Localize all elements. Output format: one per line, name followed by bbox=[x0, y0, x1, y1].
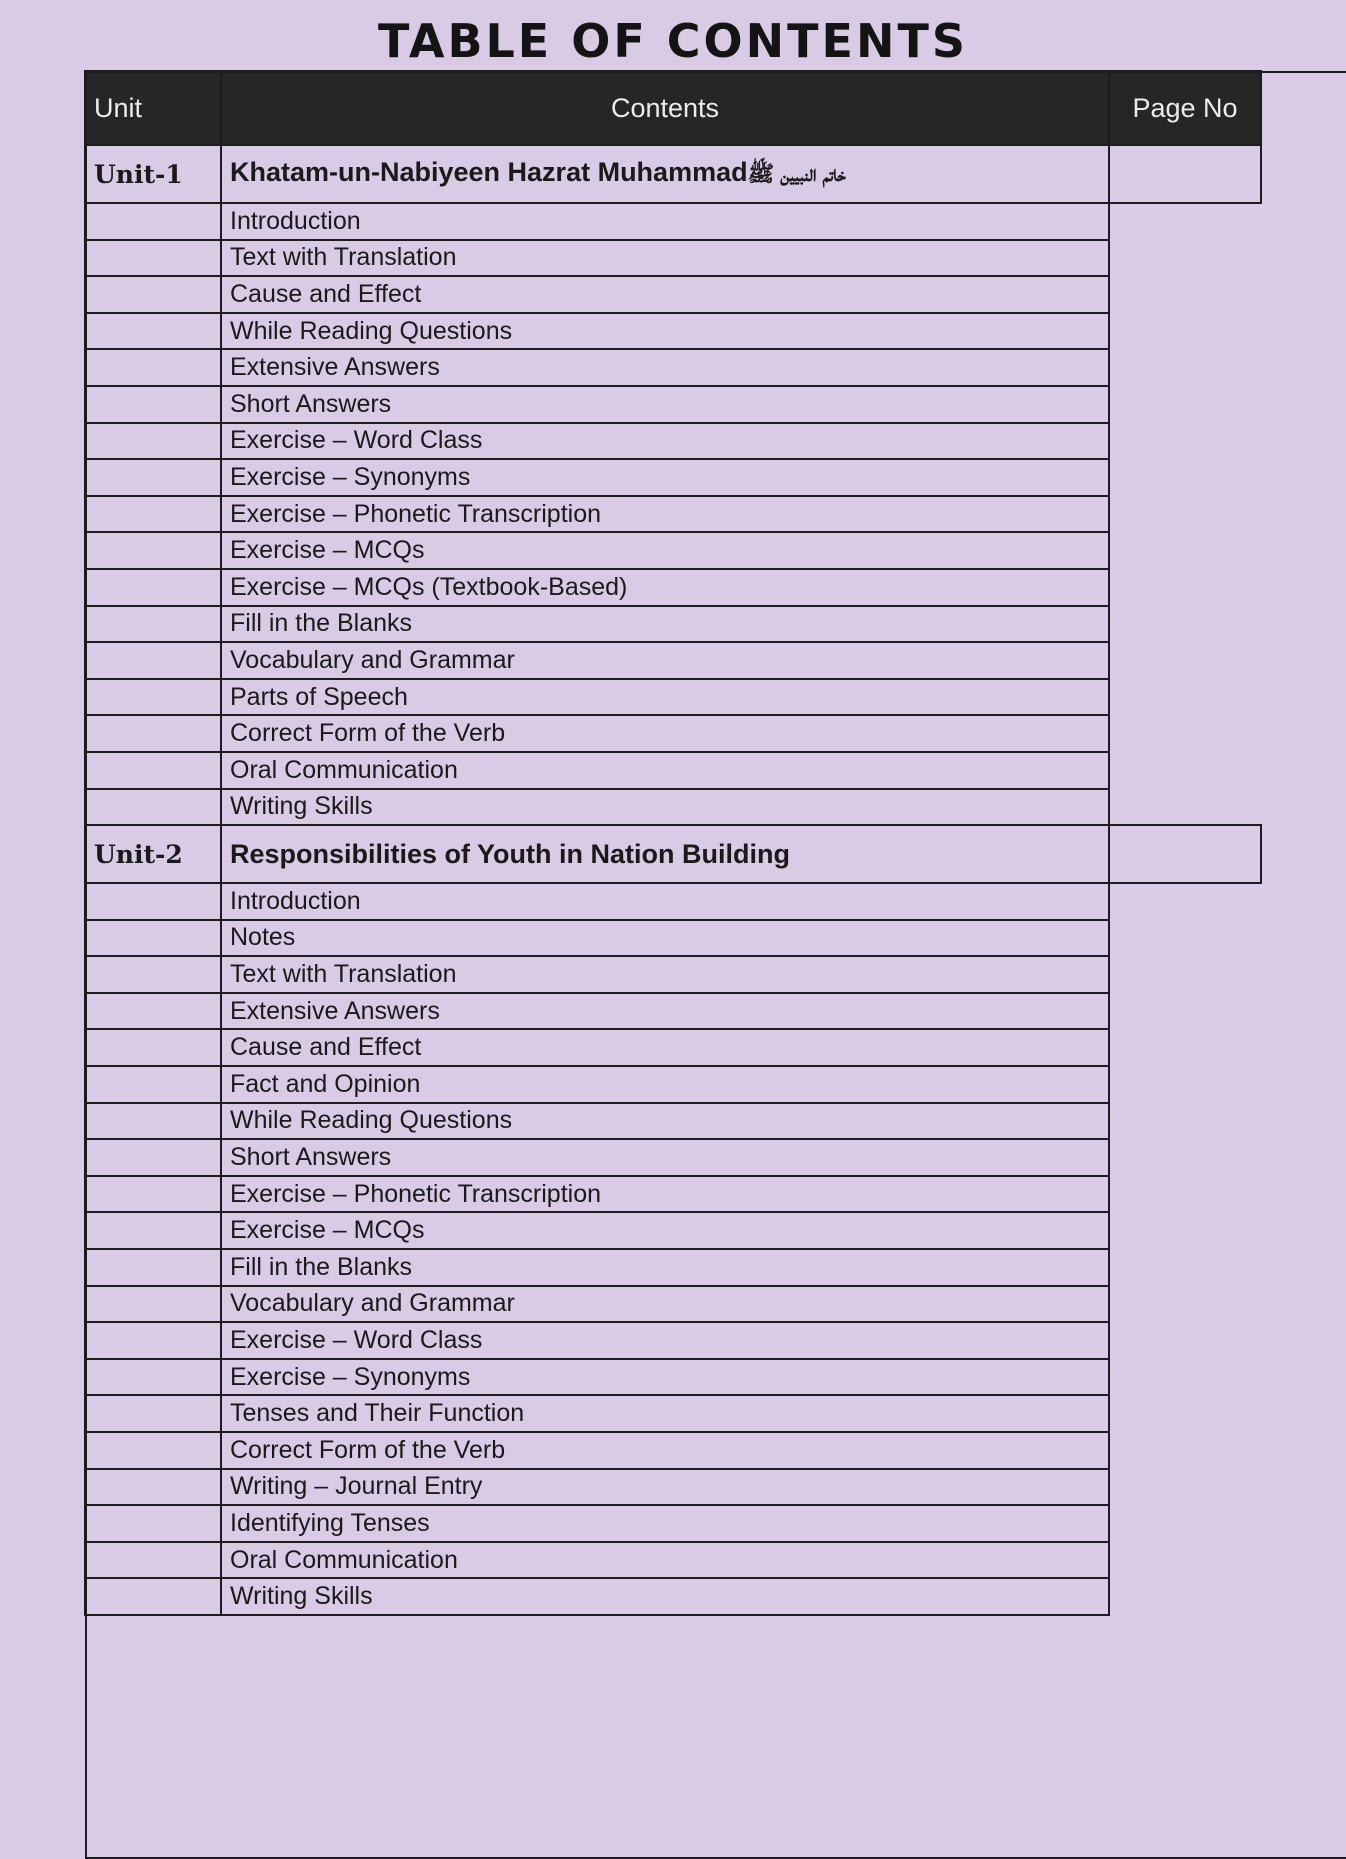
entry-label: Identifying Tenses bbox=[221, 1505, 1109, 1542]
entry-label: Exercise – MCQs (Textbook-Based) bbox=[221, 569, 1109, 606]
entry-label: Oral Communication bbox=[221, 752, 1109, 789]
entry-label: Exercise – Phonetic Transcription bbox=[221, 496, 1109, 533]
entry-label: Writing Skills bbox=[221, 789, 1109, 826]
unit-title: Responsibilities of Youth in Nation Building bbox=[230, 838, 790, 869]
entry-label: Introduction bbox=[221, 203, 1109, 240]
entry-label: Correct Form of the Verb bbox=[221, 715, 1109, 752]
entry-label: Vocabulary and Grammar bbox=[221, 642, 1109, 679]
entry-page-number bbox=[85, 71, 1346, 1859]
entry-label: Vocabulary and Grammar bbox=[221, 1286, 1109, 1323]
entry-label: Extensive Answers bbox=[221, 349, 1109, 386]
entry-label: Short Answers bbox=[221, 1139, 1109, 1176]
entry-label: Exercise – Phonetic Transcription bbox=[221, 1176, 1109, 1213]
entry-label: Cause and Effect bbox=[221, 276, 1109, 313]
entry-label: Short Answers bbox=[221, 386, 1109, 423]
entry-label: Text with Translation bbox=[221, 956, 1109, 993]
toc-table bbox=[84, 70, 1262, 1616]
entry-label: Exercise – Synonyms bbox=[221, 459, 1109, 496]
toc-body bbox=[85, 145, 1261, 1615]
entry-label: Exercise – Synonyms bbox=[221, 1359, 1109, 1396]
entry-label: Oral Communication bbox=[221, 1542, 1109, 1579]
entry-label: Exercise – MCQs bbox=[221, 532, 1109, 569]
entry-label: Text with Translation bbox=[221, 240, 1109, 277]
entry-label: Writing – Journal Entry bbox=[221, 1469, 1109, 1506]
unit-title-urdu: خاتم النبیین ﷺ bbox=[747, 160, 846, 186]
entry-label: Extensive Answers bbox=[221, 993, 1109, 1030]
unit-title: Khatam-un-Nabiyeen Hazrat Muhammad bbox=[230, 156, 748, 187]
entry-label: Exercise – MCQs bbox=[221, 1212, 1109, 1249]
entry-label: Introduction bbox=[221, 883, 1109, 920]
entry-label: Notes bbox=[221, 920, 1109, 957]
entry-label: Fill in the Blanks bbox=[221, 1249, 1109, 1286]
page-title: TABLE OF CONTENTS bbox=[378, 14, 968, 68]
entry-label: While Reading Questions bbox=[221, 1103, 1109, 1140]
entry-label: Parts of Speech bbox=[221, 679, 1109, 716]
entry-label: Correct Form of the Verb bbox=[221, 1432, 1109, 1469]
entry-label: Fill in the Blanks bbox=[221, 606, 1109, 643]
entry-label: Tenses and Their Function bbox=[221, 1395, 1109, 1432]
header-unit: Unit bbox=[85, 71, 221, 145]
unit-label: Unit-2 bbox=[85, 825, 221, 883]
entry-label: Exercise – Word Class bbox=[221, 423, 1109, 460]
unit-label: Unit-1 bbox=[85, 145, 221, 203]
entry-label: Fact and Opinion bbox=[221, 1066, 1109, 1103]
entry-label: Exercise – Word Class bbox=[221, 1322, 1109, 1359]
entry-label: Cause and Effect bbox=[221, 1029, 1109, 1066]
entry-label: While Reading Questions bbox=[221, 313, 1109, 350]
header-page-no: Page No bbox=[1109, 71, 1261, 145]
entry-label: Writing Skills bbox=[221, 1578, 1109, 1615]
header-contents: Contents bbox=[221, 71, 1109, 145]
toc-entry-row bbox=[85, 1578, 1261, 1615]
